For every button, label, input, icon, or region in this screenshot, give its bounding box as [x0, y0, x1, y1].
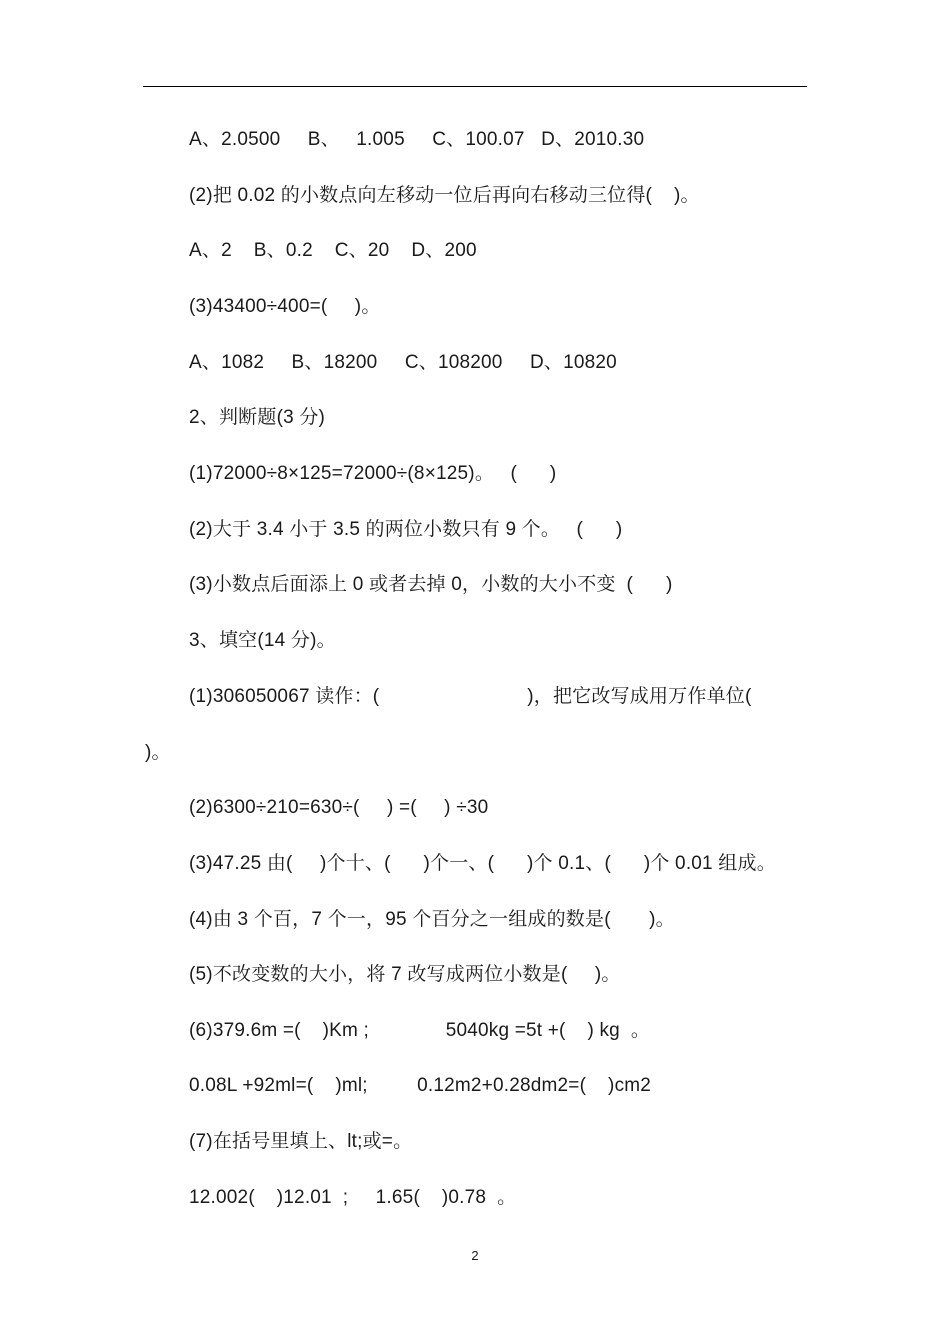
q3-6-question: (6)379.6m =( )Km ; 5040kg =5t +( ) kg 。: [189, 1020, 651, 1041]
q3-7-items: 12.002( )12.01 ; 1.65( )0.78 。: [189, 1187, 517, 1208]
q1-1-options: A、2.0500 B、 1.005 C、100.07 D、2010.30: [189, 129, 645, 150]
q1-3-question: (3)43400÷400=( )。: [189, 296, 381, 317]
q3-5-question: (5)不改变数的大小，将 7 改写成两位小数是( )。: [189, 964, 621, 985]
q1-2-options: A、2 B、0.2 C、20 D、200: [189, 240, 477, 261]
q3-7-question: (7)在括号里填上、lt;或=。: [189, 1131, 413, 1152]
q3-2-question: (2)6300÷210=630÷( ) =( ) ÷30: [189, 797, 489, 818]
q3-6-continuation: 0.08L +92ml=( )ml; 0.12m2+0.28dm2=( )cm2: [189, 1075, 652, 1096]
q3-1-question: (1)306050067 读作：( )，把它改写成用万作单位(: [189, 686, 752, 707]
header-rule: [143, 86, 807, 87]
q2-3-statement: (3)小数点后面添上 0 或者去掉 0，小数的大小不变 ( ): [189, 574, 673, 595]
q3-3-question: (3)47.25 由( )个十、( )个一、( )个 0.1、( )个 0.01 组成。: [189, 853, 776, 874]
q2-1-statement: (1)72000÷8×125=72000÷(8×125)。 ( ): [189, 463, 557, 484]
section-2-heading: 2、判断题(3 分): [189, 407, 326, 428]
q2-2-statement: (2)大于 3.4 小于 3.5 的两位小数只有 9 个。 ( ): [189, 519, 623, 540]
q1-3-options: A、1082 B、18200 C、108200 D、10820: [189, 352, 617, 373]
q3-1-continuation: )。: [145, 742, 171, 763]
section-3-heading: 3、填空(14 分)。: [189, 630, 336, 651]
page-number: 2: [471, 1248, 479, 1263]
q3-4-question: (4)由 3 个百，7 个一，95 个百分之一组成的数是( )。: [189, 909, 675, 930]
q1-2-question: (2)把 0.02 的小数点向左移动一位后再向右移动三位得( )。: [189, 185, 700, 206]
